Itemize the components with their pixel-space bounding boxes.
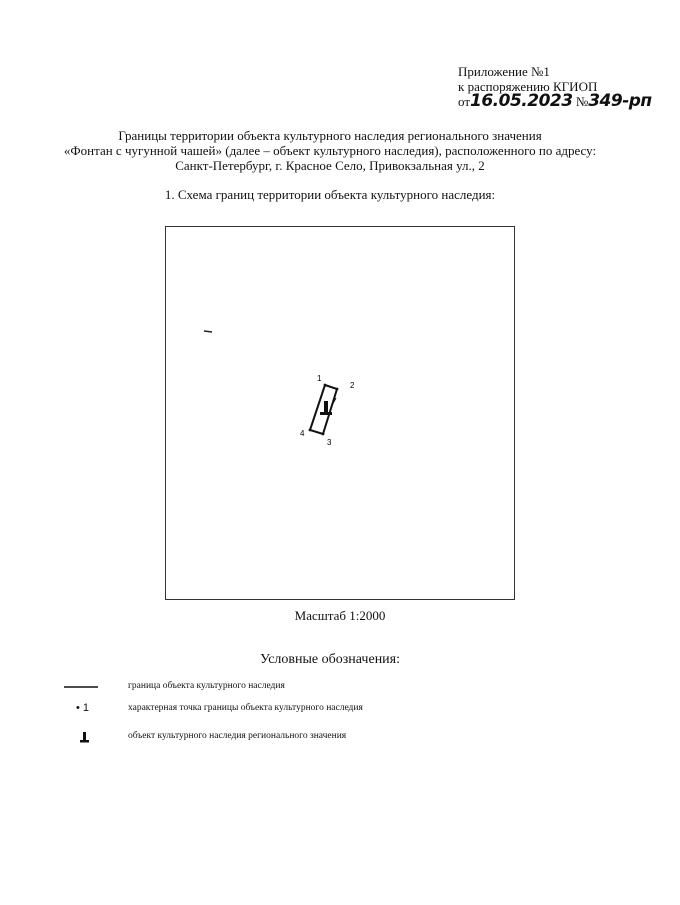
boundary-point-4 [309,429,312,432]
appendix-header [458,64,652,109]
point-label-4: 4 [300,429,305,438]
map-mark [204,331,212,332]
point-label-1: 1 [317,374,322,383]
legend-text-point: характерная точка границы объекта культурного наследия [128,703,363,713]
appendix-date-line [458,91,652,111]
boundary-scheme-map [165,226,515,600]
boundary-point-3 [322,433,325,436]
heritage-object-symbol [60,730,110,746]
number-sign: № [575,94,589,109]
point-label-2: 2 [350,381,355,390]
order-number: 349-рп [588,91,652,111]
legend-title: Условные обозначения: [259,652,401,667]
order-date: 16.05.2023 [470,91,573,111]
appendix-number: Приложение №1 [458,64,550,79]
document-title [40,128,620,173]
boundary-line-symbol [60,680,110,696]
boundary-polygon [310,385,337,434]
boundary-point-1 [324,384,327,387]
legend-text-heritage: объект культурного наследия регионального значения [128,731,347,741]
section-heading: 1. Схема границ территории объекта культурного наследия: [164,187,496,202]
title-line-2: «Фонтан с чугунной чашей» (далее – объект культурного наследия), расположенного по адресу: [63,143,597,158]
legend-text-boundary: граница объекта культурного наследия [128,681,285,691]
title-line-1: Границы территории объекта культурного наследия регионального значения [118,128,542,143]
point-label-3: 3 [327,438,332,447]
date-prefix: от [458,94,471,109]
scale-label: Масштаб 1:2000 [294,608,386,623]
appendix-order-ref: к распоряжению КГИОП [458,79,598,94]
scheme-drawing [166,227,516,601]
boundary-point-2 [336,388,339,391]
title-line-3: Санкт-Петербург, г. Красное Село, Привокзальная ул., 2 [175,158,485,173]
boundary-point-symbol: • 1 [76,702,90,714]
